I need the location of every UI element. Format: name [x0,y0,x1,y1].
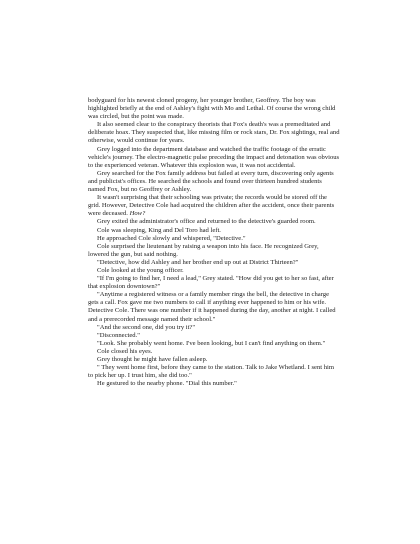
paragraph: "Anytime a registered witness or a family member rings the bell, the detective in charge gets a call. Fox gave me two numbers to call if anything ever happened to him or his wife. Detective Cole. There was one number if it happened during the day, another at night. I called and a prerecorded message named their school." [88,291,336,323]
paragraph: Cole was sleeping, King and Del Toro had left. [97,226,221,234]
body-text [88,97,340,388]
paragraph: "Look. She probably went home. I've been looking, but I can't find anything on them." [97,339,326,347]
paragraph: Grey searched for the Fox family address but failed at every turn, discovering only agents and publicist's offices. He searched the schools and found over thirteen hundred students named Fox, but no Geoffrey or Ashley. [88,169,334,194]
paragraph: Grey exited the administrator's office and returned to the detective's guarded room. [97,218,316,226]
paragraph-text: It wasn't surprising that their schooling was private; the records would be stored off the grid. However, Detective Cole had acquired the children after the accident, once their parents were deceased. [88,194,335,218]
paragraph [88,194,340,218]
italic-question: How? [129,210,146,218]
paragraph: " They went home first, before they came to the station. Talk to Jake Whetland. I sent him to pick her up. I trust him, she did too." [88,364,334,380]
paragraph: Grey logged into the department database and watched the traffic footage of the erratic vehicle's journey. The electro-magnetic pulse preceding the impact and detonation was obvious to the experienced veteran. Whatever this explosion was, it was not accidental. [88,145,340,169]
paragraph: Grey thought he might have fallen asleep. [97,356,208,363]
paragraph: It also seemed clear to the conspiracy theorists that Fox's death's was a premeditated and deliberate hoax. They suspected that, like missing film or rock stars, Dr. Fox sightings, real and otherwise, would continue for years. [88,121,340,145]
paragraph: He gestured to the nearby phone. "Dial this number." [97,380,237,388]
paragraph: Cole surprised the lieutenant by raising a weapon into his face. He recognized Grey, lowered the gun, but said nothing. [88,242,319,258]
paragraph: "Detective, how did Ashley and her brother end up out at District Thirteen?" [97,258,299,266]
paragraph: Cole closed his eyes. [97,347,153,355]
paragraph: "And the second one, did you try it?" [97,323,196,331]
paragraph: "If I'm going to find her, I need a lead," Grey stated. "How did you get to her so fast, after that explosion downtown?" [88,275,334,291]
paragraph: He approached Cole slowly and whispered, "Detective." [97,234,246,242]
paragraph: bodyguard for his newest cloned progeny, her younger brother, Geoffrey. The boy was highlighted briefly at the end of Ashley's fight with Mo and Lethal. Of course the wrong child was circled, but the point was made. [88,97,336,121]
paragraph: Cole looked at the young officer. [97,266,184,274]
paragraph: "Disconnected." [97,331,140,339]
